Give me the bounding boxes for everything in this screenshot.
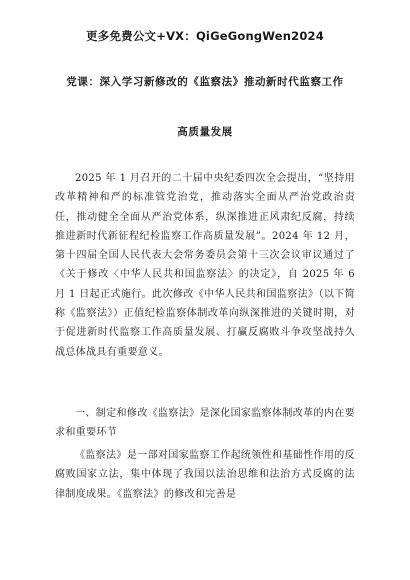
body-paragraph: 2025 年 1 月召开的二十届中央纪委四次全会提出，“坚持用改革精神和严的标准管党治党，推动落实全面从严治党政治责任，推动健全全面从严治党体系，纵深推进正风肃纪反腐，持续推进新时代新征程纪检监察工作高质量发展”。2024 年 12 月，第十四届全国人民代表大会常务委员会第十三次会议审议通过了《关于修改〈中华人民共和国监察法〉的决定》，自 2025 年 6 月 1 日起正式施行。此次修改《中华人民共和国监察法》（以下简称《监察法》）正值纪检监察体制改革向纵深推进的关键时期，对于促进新时代监察工作高质量发展、打赢反腐败斗争攻坚战持久战总体战具有重要意义。	[55, 173, 355, 358]
document-title-continued: 高质量发展	[177, 126, 233, 138]
section-heading: 一、制定和修改《监察法》是深化国家监察体制改革的内在要求和重要环节	[55, 408, 355, 439]
body-paragraph: 《监察法》是一部对国家监察工作起统领性和基础性作用的反腐败国家立法，集中体现了我国以法治思维和法治方式反腐的法律制度成果。《监察法》的修改和完善是	[55, 450, 355, 500]
promo-header: 更多免费公文+VX：QiGeGongWen2024	[86, 29, 324, 43]
document-title: 党课：深入学习新修改的《监察法》推动新时代监察工作	[66, 76, 344, 88]
